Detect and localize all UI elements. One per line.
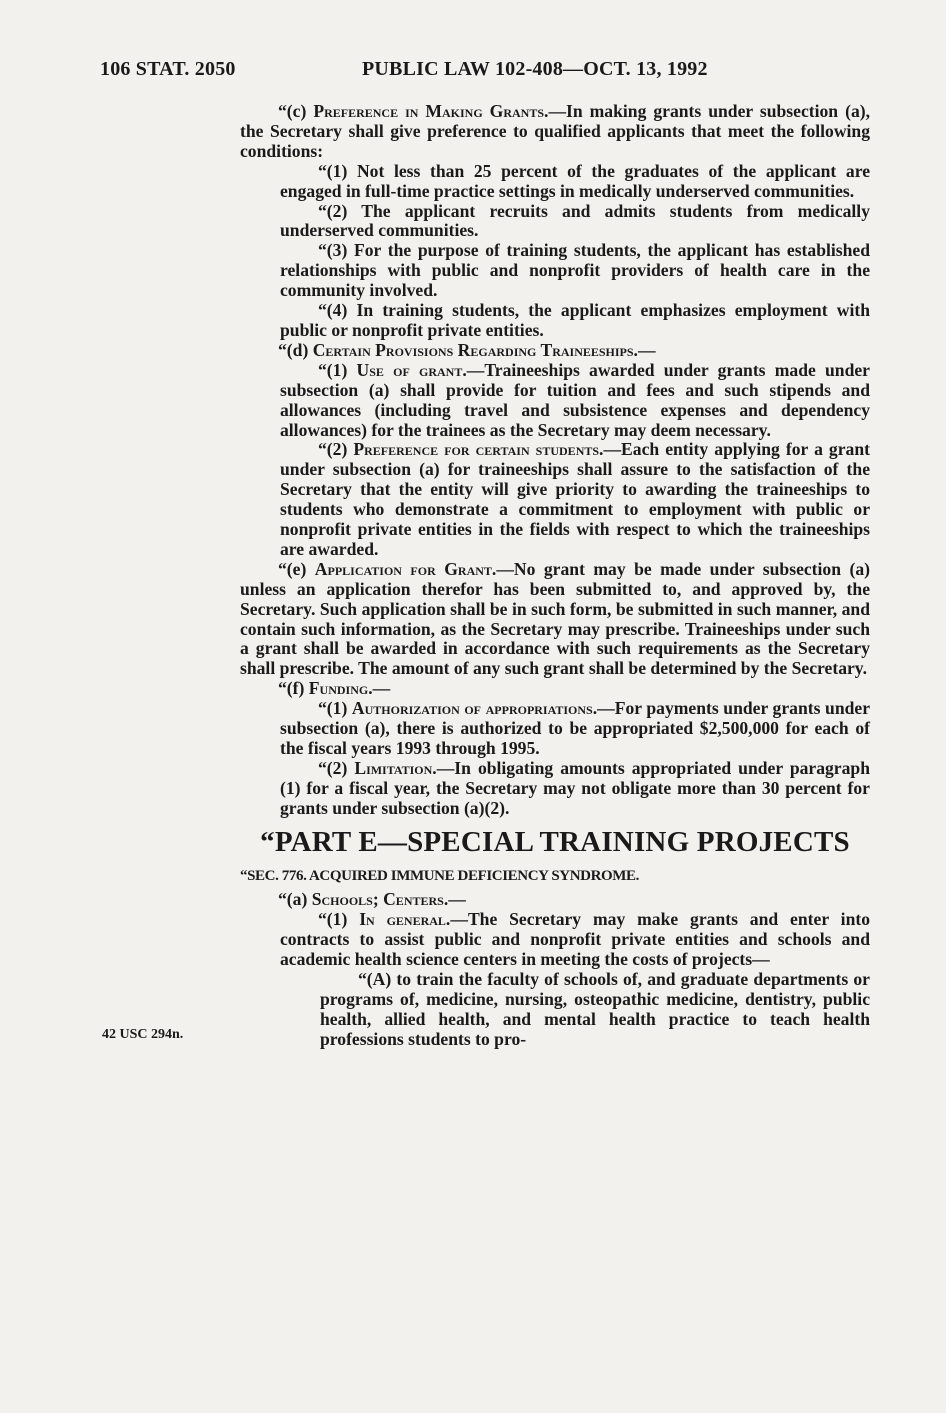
public-law-citation: PUBLIC LAW 102-408—OCT. 13, 1992 bbox=[362, 58, 708, 80]
margin-citation: 42 USC 294n. bbox=[102, 1027, 184, 1042]
document-body bbox=[240, 102, 870, 1050]
statute-page-number: 106 STAT. 2050 bbox=[100, 58, 236, 80]
subsection-heading: Preference in Making Grants. bbox=[313, 101, 549, 121]
paragraph-d2: “(2) Preference for certain students.—Each entity applying for a grant under subsection (a) for traineeships shall assure to the satisfaction of the Secretary that the entity will give priority to awarding the traineeships to students who demonstrate a commitment to employment with public or nonprofit private entities in the fields with respect to which the traineeships are awarded. bbox=[280, 439, 870, 559]
paragraph-heading: In general. bbox=[359, 909, 451, 930]
paragraph-c4: “(4) In training students, the applicant emphasizes employment with public or nonprofit private entities. bbox=[280, 300, 870, 340]
subsection-heading: Certain Provisions Regarding Traineeships. bbox=[312, 339, 638, 360]
paragraph-c3: “(3) For the purpose of training students, the applicant has established relationships with public and nonprofit providers of health care in the community involved. bbox=[280, 240, 870, 301]
part-heading: “PART E—SPECIAL TRAINING PROJECTS bbox=[260, 825, 850, 858]
subsection-f: “(f) Funding.— bbox=[278, 678, 391, 699]
paragraph-d1: “(1) Use of grant.—Traineeships awarded under grants made under subsection (a) shall provide for tuition and fees and such stipends and allowances (including travel and subsistence expenses and dependency allowances) for the trainees as the Secretary may deem necessary. bbox=[280, 359, 870, 440]
paragraph-a1: “(1) In general.—The Secretary may make grants and enter into contracts to assist public and nonprofit private entities and schools and academic health science centers in meeting the costs of projects— bbox=[280, 909, 871, 970]
section-heading: “SEC. 776. ACQUIRED IMMUNE DEFICIENCY SYNDROME. bbox=[240, 867, 640, 884]
paragraph-heading: Preference for certain students. bbox=[353, 439, 604, 460]
paragraph-heading: Authorization of appropriations. bbox=[351, 698, 598, 719]
subsection-heading: Schools; Centers. bbox=[311, 889, 449, 910]
paragraph-c2: “(2) The applicant recruits and admits students from medically underserved communities. bbox=[280, 200, 870, 241]
subsection-heading: Application for Grant. bbox=[314, 558, 497, 579]
subsection-c: “(c) Preference in Making Grants.—In making grants under subsection (a), the Secretary shall give preference to qualified applicants that meet the following conditions: bbox=[240, 101, 870, 161]
subsection-a: “(a) Schools; Centers.— bbox=[278, 889, 466, 910]
subsection-e: “(e) Application for Grant.—No grant may be made under subsection (a) unless an application therefor has been submitted to, and approved by, the Secretary. Such application shall be in such form, be submitted in such manner, and contain such information, as the Secretary may prescribe. Traineeships under such a grant shall be awarded in accordance with such requirements as the Secretary shall prescribe. The amount of any such grant shall be determined by the Secretary. bbox=[240, 558, 870, 679]
subsection-d: “(d) Certain Provisions Regarding Traineeships.— bbox=[278, 339, 656, 360]
subsection-heading: Funding. bbox=[308, 678, 373, 699]
subparagraph-a1A: “(A) to train the faculty of schools of, and graduate departments or programs of, medicine, nursing, osteopathic medicine, dentistry, public health, allied health, and mental health practice to teach health professions students to pro- bbox=[320, 969, 870, 1049]
paragraph-heading: Use of grant. bbox=[356, 359, 467, 380]
paragraph-heading: Limitation. bbox=[354, 757, 437, 778]
paragraph-f1: “(1) Authorization of appropriations.—For payments under grants under subsection (a), there is authorized to be appropriated $2,500,000 for each of the fiscal years 1993 through 1995. bbox=[280, 698, 871, 758]
paragraph-c1: “(1) Not less than 25 percent of the graduates of the applicant are engaged in full-time practice settings in medically underserved communities. bbox=[280, 160, 870, 201]
paragraph-f2: “(2) Limitation.—In obligating amounts appropriated under paragraph (1) for a fiscal year, the Secretary may not obligate more than 30 percent for grants under subsection (a)(2). bbox=[280, 757, 870, 818]
